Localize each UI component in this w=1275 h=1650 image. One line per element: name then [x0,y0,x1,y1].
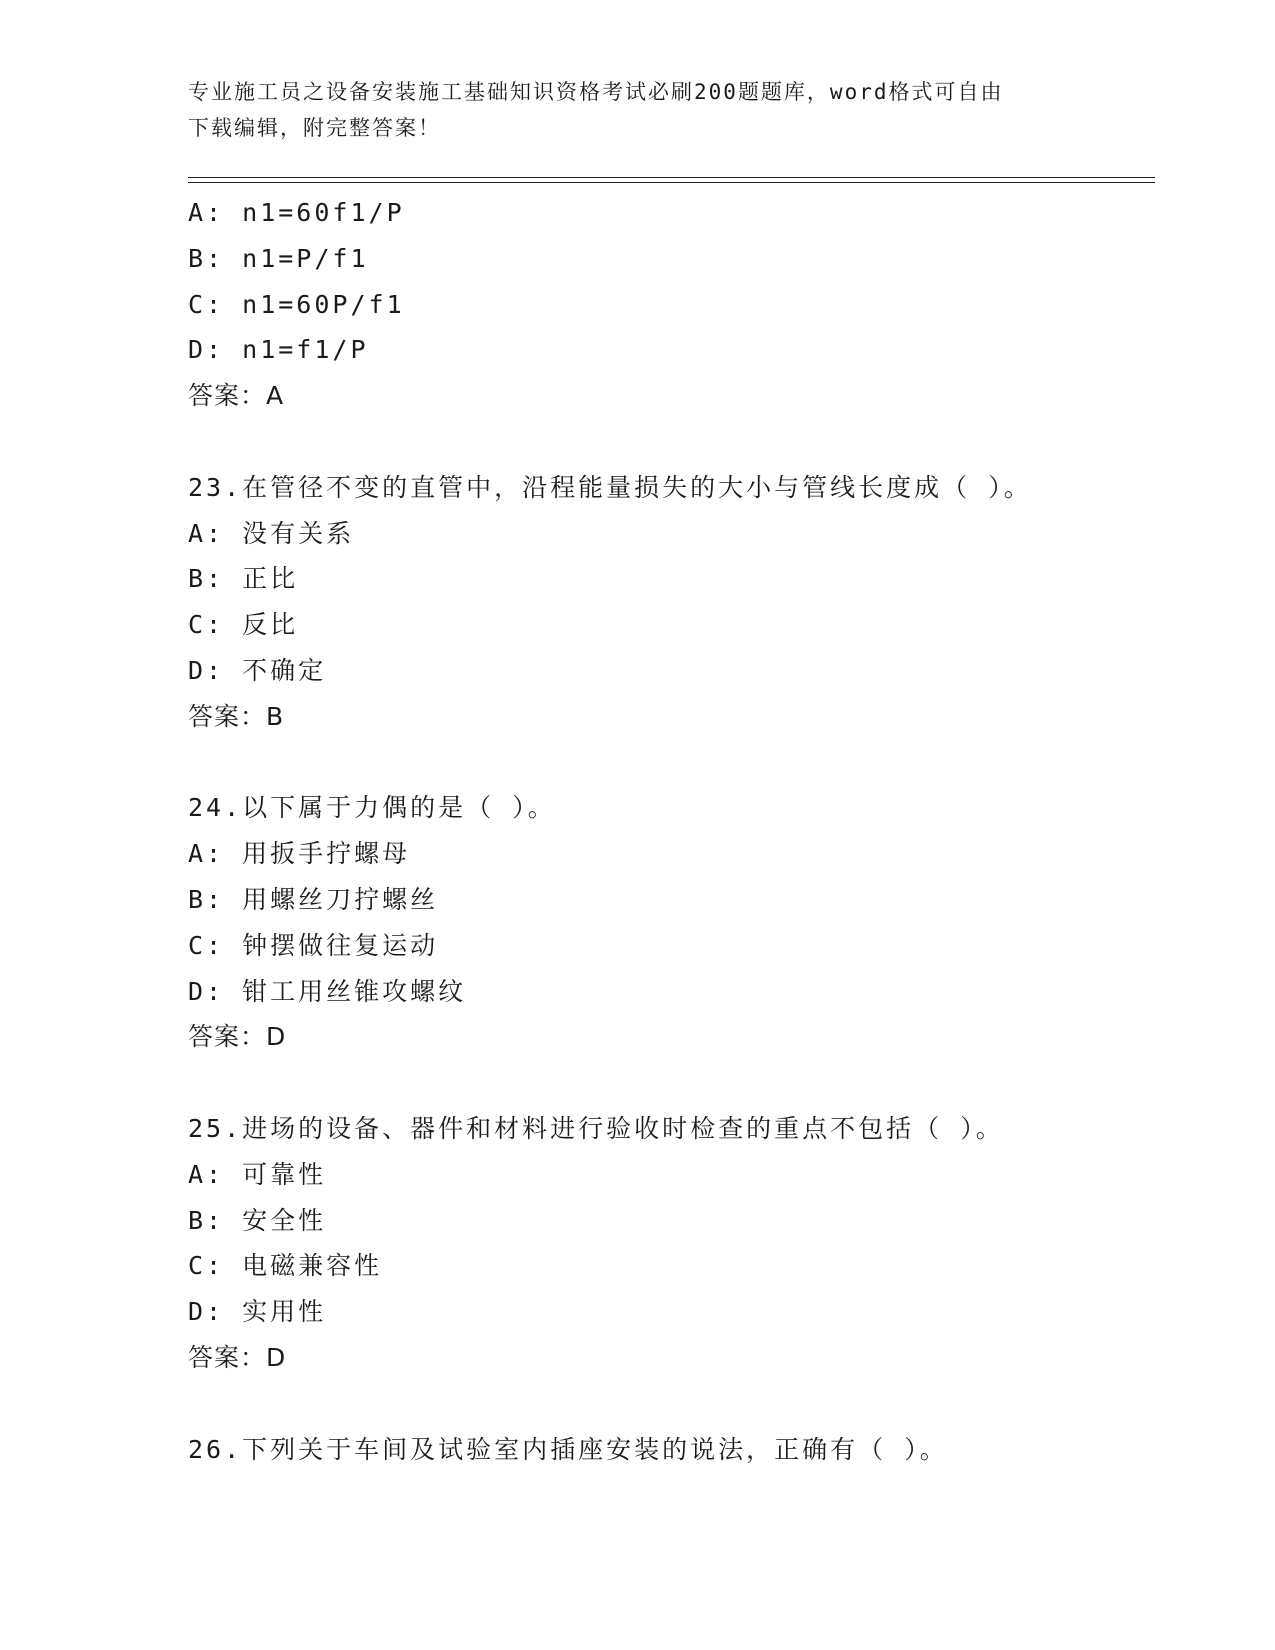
header-line-1: 专业施工员之设备安装施工基础知识资格考试必刷200题题库，word格式可自由 [188,80,1004,104]
question-stem: 26.下列关于车间及试验室内插座安装的说法，正确有（ ）。 [188,1434,948,1464]
question-stem: 25.进场的设备、器件和材料进行验收时检查的重点不包括（ ）。 [188,1113,1004,1143]
option-b: B: n1=P/f1 [188,243,369,273]
answer: 答案：D [188,1342,287,1372]
option-a: A: 没有关系 [188,518,355,548]
header-line-2: 下载编辑，附完整答案！ [188,116,441,140]
option-b: B: 用螺丝刀拧螺丝 [188,884,439,914]
option-a: A: n1=60f1/P [188,198,405,227]
option-c: C: 反比 [188,610,299,640]
header-divider-bottom [188,182,1155,183]
option-a: A: 用扳手拧螺母 [188,839,411,869]
question-list [188,190,1168,1472]
option-d: D: 不确定 [188,655,327,685]
header-divider-top [188,177,1155,178]
option-d: D: n1=f1/P [188,335,369,365]
answer: 答案：A [188,381,285,411]
option-d: D: 实用性 [188,1297,327,1327]
question-stem: 24.以下属于力偶的是（ ）。 [188,793,556,823]
question-23 [188,465,1168,740]
answer: 答案：B [188,701,285,731]
question-26 [188,1427,1168,1473]
document-header [188,74,1088,146]
question-stem: 23.在管径不变的直管中，沿程能量损失的大小与管线长度成（ ）。 [188,472,1032,502]
option-c: C: n1=60P/f1 [188,289,405,319]
option-b: B: 正比 [188,564,299,594]
option-c: C: 钟摆做往复运动 [188,930,439,960]
question-22-continued [188,190,1168,419]
question-24 [188,785,1168,1060]
question-25 [188,1106,1168,1381]
option-a: A: 可靠性 [188,1159,327,1189]
option-c: C: 电磁兼容性 [188,1251,383,1281]
answer: 答案：D [188,1022,287,1052]
option-b: B: 安全性 [188,1205,327,1235]
option-d: D: 钳工用丝锥攻螺纹 [188,976,467,1006]
